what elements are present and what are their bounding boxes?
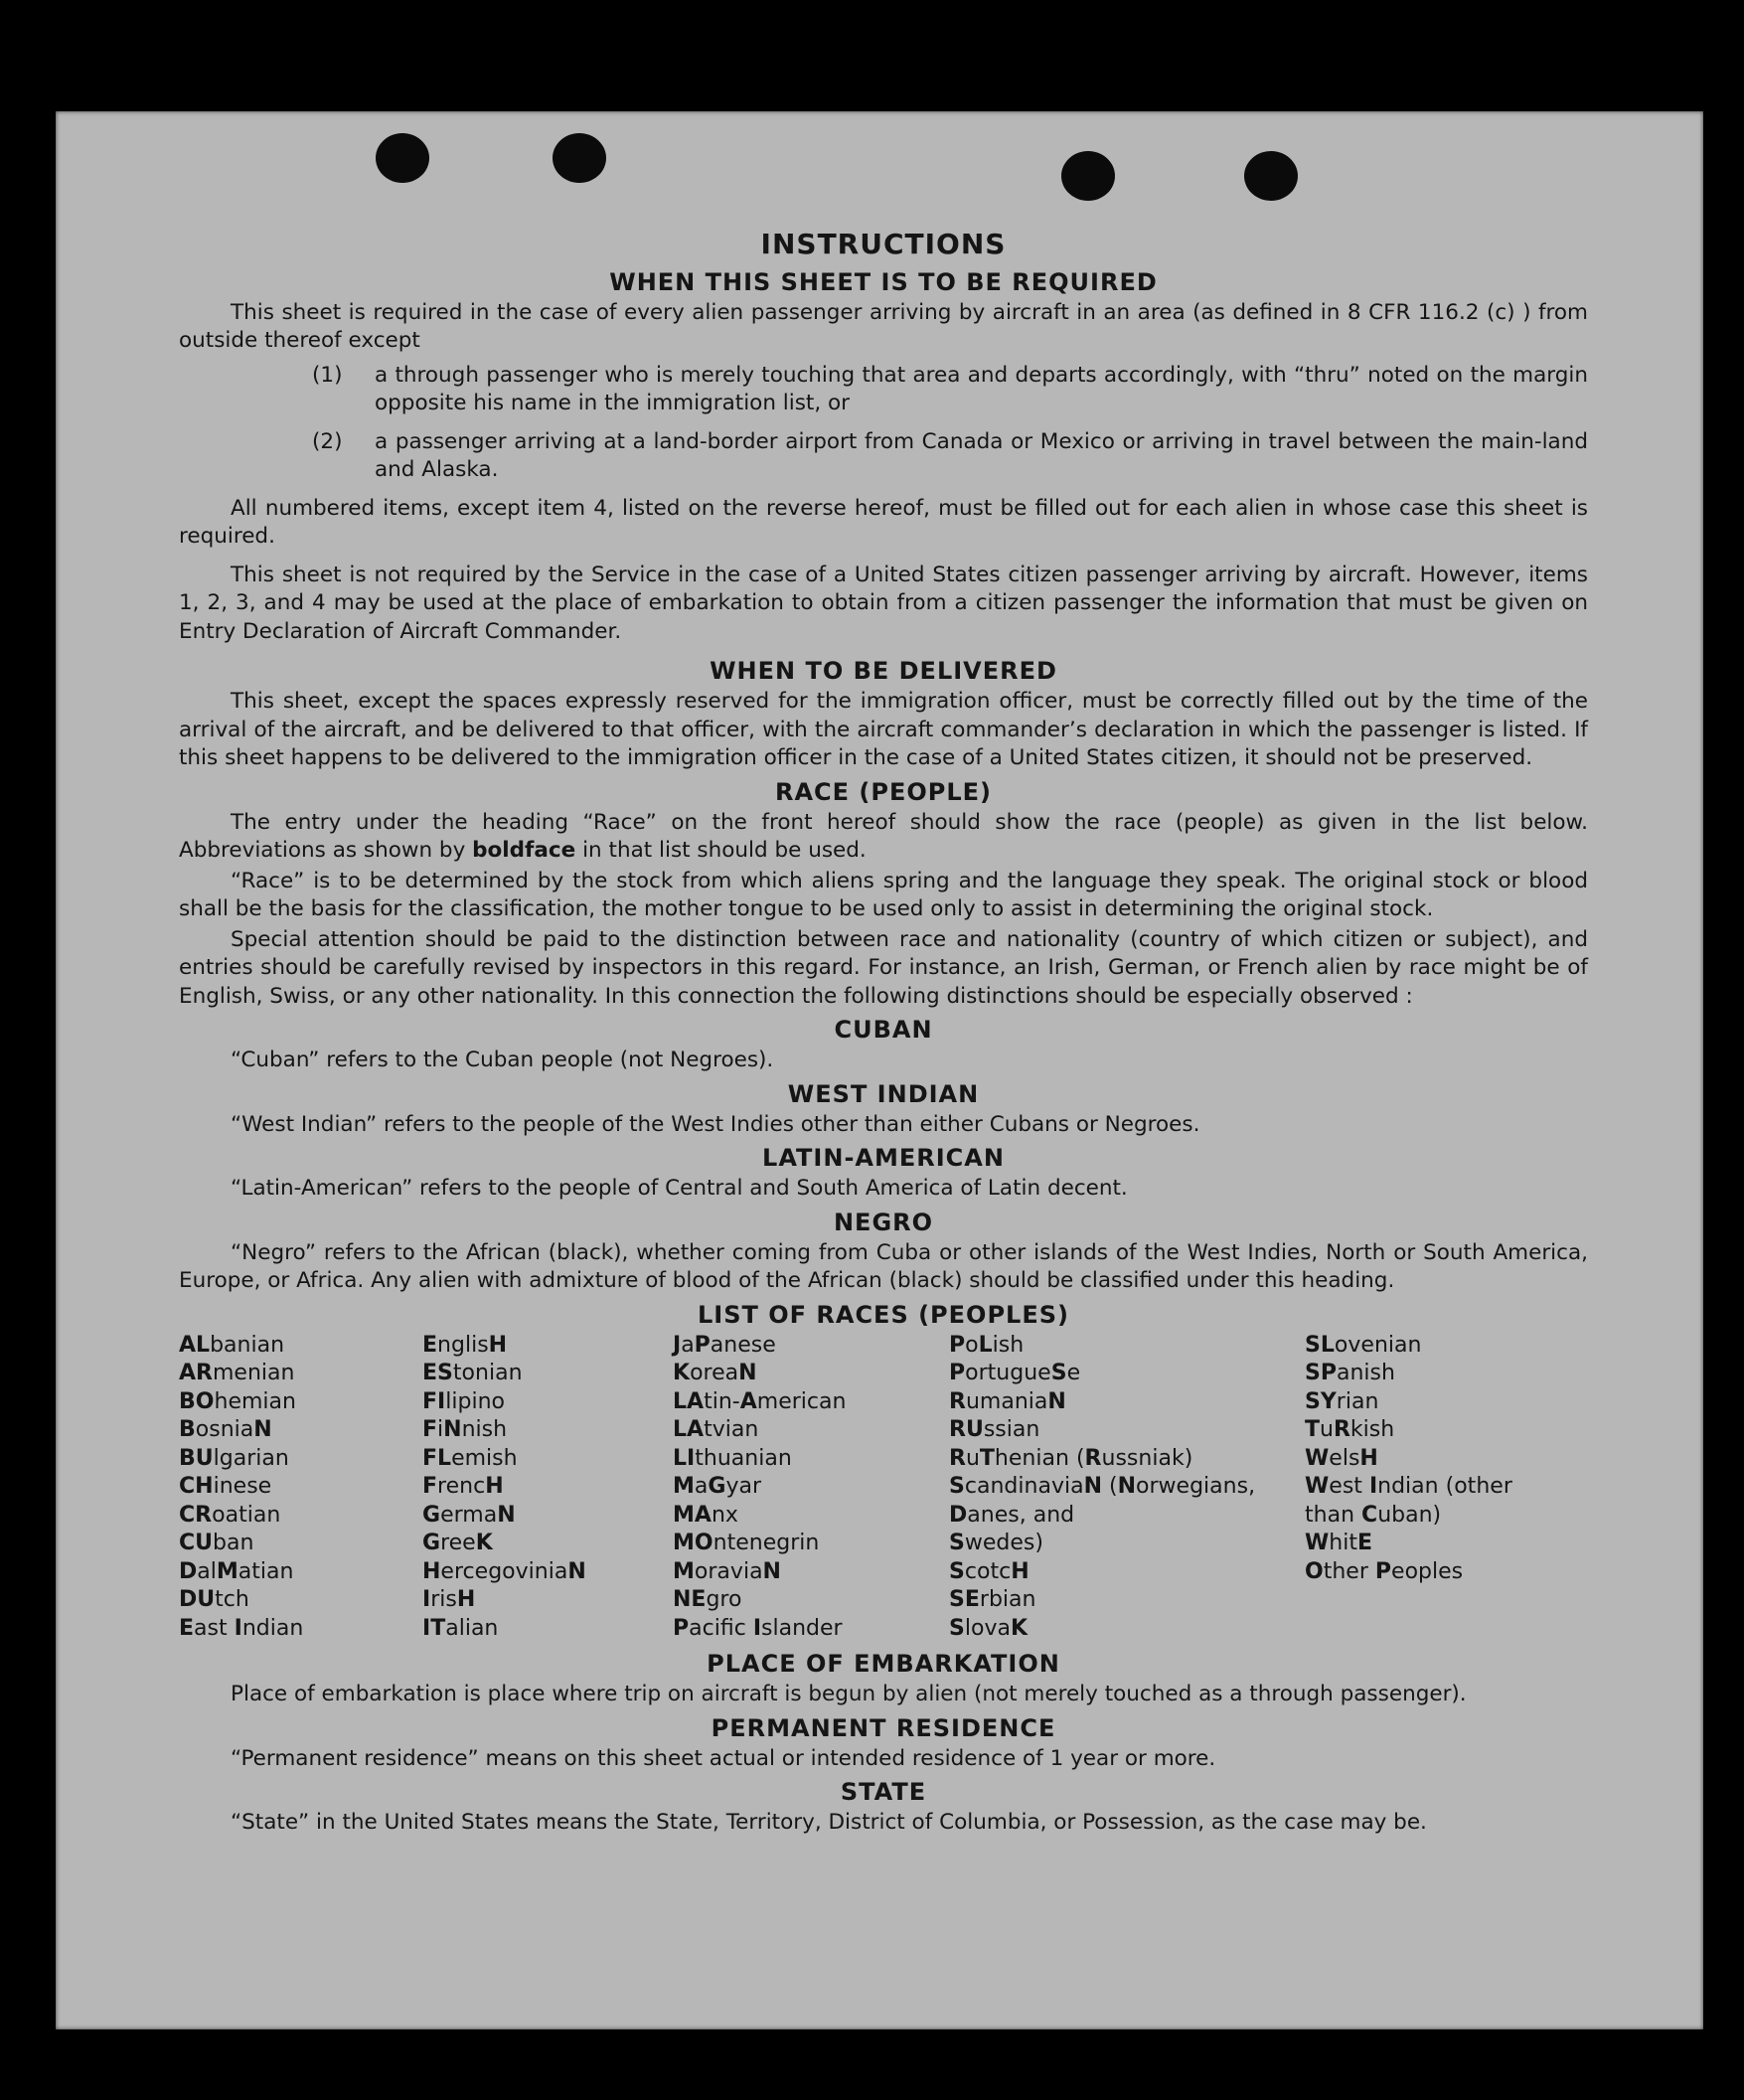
race-entry: RuThenian (Russniak) — [949, 1445, 1193, 1471]
race-entry: LIthuanian — [673, 1445, 792, 1471]
race-entry: EStonian — [422, 1361, 523, 1385]
required-para-2: All numbered items, except item 4, listed on the reverse hereof, must be filled out for each alien in whose case this sheet is required. — [179, 495, 1588, 549]
heading-delivered: WHEN TO BE DELIVERED — [710, 657, 1057, 685]
race-entry: ALbanian — [179, 1332, 285, 1358]
races-column-5 — [1305, 1332, 1588, 1644]
punch-hole — [1061, 151, 1115, 201]
race-entry: ARmenian — [179, 1361, 295, 1385]
cuban-text: “Cuban” refers to the Cuban people (not Negroes). — [231, 1048, 774, 1072]
race-entry: MaGyar — [673, 1474, 762, 1499]
race-entry: Other Peoples — [1305, 1558, 1464, 1584]
heading-list-of-races: LIST OF RACES (PEOPLES) — [698, 1300, 1069, 1329]
race-entry: WhitE — [1305, 1531, 1373, 1555]
race-entry: RumaniaN — [949, 1388, 1066, 1414]
race-entry: Pacifc Islander — [673, 1615, 843, 1641]
race-para-2: “Race” is to be determined by the stock from which aliens spring and the language they speak. The original stock or blood shall be the basis for the classification, the mother tongue to be used only to assist in determining the original stock. — [179, 868, 1588, 921]
instructions-text — [179, 228, 1588, 1840]
race-entry: PortugueSe — [949, 1361, 1081, 1385]
negro-text: “Negro” refers to the African (black), whether coming from Cuba or other islands of the West Indies, North or South America, Europe, or Africa. Any alien with admixture of blood of the African (black) should be classified under this heading. — [179, 1239, 1588, 1293]
heading-negro: NEGRO — [833, 1208, 934, 1236]
race-entry: NEgro — [673, 1587, 742, 1612]
state-text: “State” in the United States means the State, Territory, District of Columbia, or Possession, as the case may be. — [231, 1810, 1427, 1835]
race-entry: WelsH — [1305, 1445, 1378, 1471]
race-entry: FrencH — [422, 1474, 504, 1499]
item-text: a passenger arriving at a land-border airport from Canada or Mexico or arriving in travel between the main-land and Alaska. — [375, 428, 1588, 482]
boldface-word: boldface — [472, 838, 576, 863]
race-entry: MoraviaN — [673, 1558, 781, 1584]
punch-hole — [1244, 151, 1298, 201]
race-entry: ScotcH — [949, 1558, 1030, 1584]
race-entry: DalMatian — [179, 1558, 294, 1584]
race-entry: PoLish — [949, 1332, 1025, 1358]
heading-west-indian: WEST INDIAN — [787, 1079, 980, 1108]
race-entry: SErbian — [949, 1587, 1036, 1612]
west-indian-text: “West Indian” refers to the people of the West Indies other than either Cubans or Negroes. — [231, 1111, 1200, 1137]
races-list — [179, 1332, 1588, 1644]
race-entry: MAnx — [673, 1502, 738, 1528]
required-para-3: This sheet is not required by the Service in the case of a United States citizen passenger arriving by aircraft. However, items 1, 2, 3, and 4 may be used at the place of embarkation to obtain from a citizen passenger the information that must be given on Entry Declaration of Aircraft Commander. — [179, 562, 1588, 644]
punch-hole — [553, 133, 606, 183]
race-entry: FIlipino — [422, 1388, 505, 1414]
race-entry: SPanish — [1305, 1361, 1395, 1385]
races-column-3 — [673, 1332, 949, 1644]
punch-hole — [376, 133, 429, 183]
race-para-3: Special attention should be paid to the distinction between race and nationality (country of which citizen or subject), and entries should be carefully revised by inspectors in this regard. For instance, an Irish, German, or French alien by race might be of English, Swiss, or any other nationality. In this connection the following distinctions should be especially observed : — [179, 926, 1588, 1009]
heading-race: RACE (PEOPLE) — [774, 777, 993, 806]
race-entry: Swedes) — [949, 1531, 1043, 1555]
race-entry: West Indian (other — [1305, 1474, 1512, 1499]
race-entry: JaPanese — [673, 1332, 776, 1358]
race-entry: SYrian — [1305, 1388, 1379, 1414]
exception-item-1 — [179, 362, 1588, 418]
required-intro: This sheet is required in the case of every alien passenger arriving by aircraft in an area (as defined in 8 CFR 116.2 (c) ) from outside thereof except — [179, 299, 1588, 353]
race-entry: HercegoviniaN — [422, 1558, 586, 1584]
race-entry: than Cuban) — [1305, 1502, 1442, 1528]
latin-american-text: “Latin-American” refers to the people of Central and South America of Latin decent. — [231, 1176, 1128, 1201]
exception-item-2 — [179, 428, 1588, 485]
delivered-text: This sheet, except the spaces expressly reserved for the immigration officer, must be correctly filled out by the time of the arrival of the aircraft, and be delivered to that officer, with the aircraft commander’s declaration in which the passenger is listed. If this sheet happens to be delivered to the immigration officer in the case of a United States citizen, it should not be preserved. — [179, 689, 1588, 770]
item-number: (2) — [312, 428, 343, 454]
race-entry: CUban — [179, 1531, 254, 1555]
race-entry: EnglisH — [422, 1332, 508, 1358]
race-entry: FLemish — [422, 1445, 518, 1471]
race-entry: KoreaN — [673, 1361, 757, 1385]
races-column-2 — [422, 1332, 673, 1644]
heading-embarkation: PLACE OF EMBARKATION — [707, 1650, 1060, 1678]
page-title: INSTRUCTIONS — [760, 228, 1007, 260]
race-entry: TuRkish — [1305, 1417, 1395, 1442]
race-entry: GreeK — [422, 1531, 493, 1555]
heading-latin-american: LATIN-AMERICAN — [762, 1144, 1005, 1172]
races-column-4 — [949, 1332, 1305, 1644]
heading-residence: PERMANENT RESIDENCE — [711, 1713, 1056, 1742]
race-entry: IrisH — [422, 1587, 476, 1612]
heading-state: STATE — [840, 1778, 927, 1806]
race-entry: CRoatian — [179, 1502, 281, 1528]
heading-cuban: CUBAN — [834, 1016, 933, 1044]
race-entry: RUssian — [949, 1417, 1040, 1442]
race-entry: SLovenian — [1305, 1332, 1422, 1358]
race-entry: SlovaK — [949, 1615, 1029, 1641]
race-entry: Danes, and — [949, 1502, 1075, 1528]
race-entry: DUtch — [179, 1587, 249, 1612]
race-entry: CHinese — [179, 1474, 272, 1499]
race-para-1 — [179, 809, 1588, 866]
race-entry: ITalian — [422, 1615, 499, 1641]
residence-text: “Permanent residence” means on this sheet actual or intended residence of 1 year or more. — [231, 1745, 1216, 1771]
embarkation-text: Place of embarkation is place where trip on aircraft is begun by alien (not merely touched as a through passenger). — [231, 1682, 1467, 1706]
race-entry: ScandinaviaN (Norwegians, — [949, 1474, 1256, 1499]
race-entry: BosniaN — [179, 1417, 272, 1442]
item-text: a through passenger who is merely touching that area and departs accordingly, with “thru” noted on the margin opposite his name in the immigration list, or — [375, 362, 1588, 415]
race-entry: BUlgarian — [179, 1445, 289, 1471]
race-entry: LAtvian — [673, 1417, 759, 1442]
heading-required: WHEN THIS SHEET IS TO BE REQUIRED — [609, 267, 1158, 296]
race-para-1a: The entry under the heading “Race” on the front hereof should show the race (people) as given in the list below. Abbreviations as shown by — [179, 809, 1588, 863]
race-entry: LAtin-American — [673, 1388, 847, 1414]
race-entry: MOntenegrin — [673, 1531, 820, 1555]
races-column-1 — [179, 1332, 422, 1644]
race-para-1b: in that list should be used. — [575, 838, 867, 863]
race-entry: BOhemian — [179, 1388, 296, 1414]
item-number: (1) — [312, 362, 343, 388]
race-entry: FiNnish — [422, 1417, 508, 1442]
race-entry: East Indian — [179, 1615, 304, 1641]
race-entry: GermaN — [422, 1502, 516, 1528]
